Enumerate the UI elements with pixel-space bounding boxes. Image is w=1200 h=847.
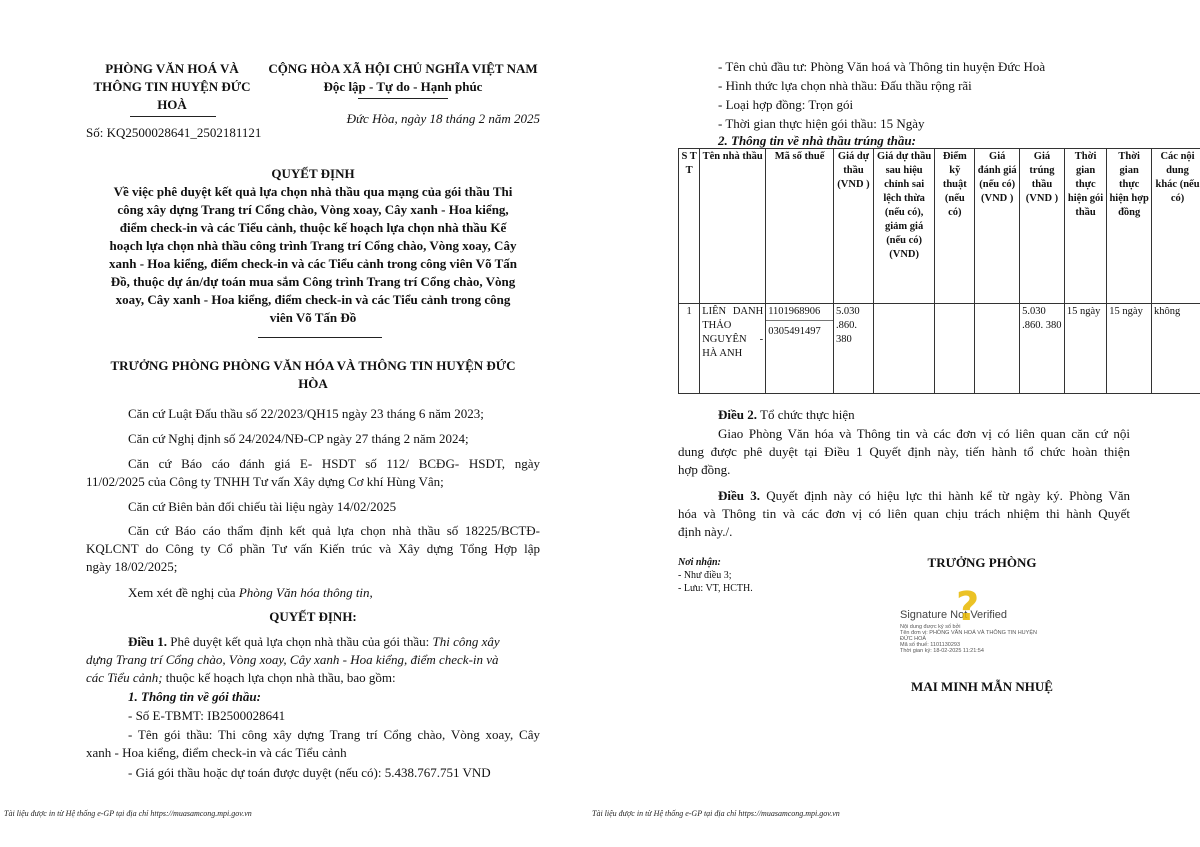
article-1	[86, 633, 540, 687]
subject-line: xoay, Cây xanh - Hoa kiểng, điểm check-in và các Tiểu cảnh trong công	[115, 292, 511, 307]
basis-line: Căn cứ Báo cáo đánh giá E- HSDT số 112/ BCĐG- HSDT, ngày	[128, 456, 540, 471]
digital-signature-block	[900, 584, 1060, 654]
cell-technical-score	[935, 304, 975, 394]
issuing-org-line: THÔNG TIN HUYỆN ĐỨC	[93, 79, 251, 94]
article-1-label: Điều 1.	[128, 634, 167, 649]
section-2-heading: 2. Thông tin về nhà thầu trúng thầu:	[718, 133, 916, 148]
recipient-item: - Lưu: VT, HCTH.	[678, 583, 753, 594]
cell-evaluated-price	[975, 304, 1020, 394]
decision-subject	[86, 183, 540, 327]
col-tax-code: Mã số thuế	[766, 149, 834, 304]
national-title: CỘNG HÒA XÃ HỘI CHỦ NGHĨA VIỆT NAM	[268, 61, 538, 76]
col-package-time: Thời gian thực hiện gói thầu	[1064, 149, 1106, 304]
proposal-org: Phòng Văn hóa thông tin,	[238, 585, 373, 600]
cell-tax-code	[766, 304, 834, 394]
issuing-authority	[86, 357, 540, 393]
contract-type: - Loại hợp đồng: Trọn gói	[718, 97, 854, 112]
col-stt: S T T	[679, 149, 700, 304]
decision-title: QUYẾT ĐỊNH	[271, 166, 355, 181]
document-number: Số: KQ2500028641_2502181121	[86, 125, 262, 140]
duration: - Thời gian thực hiện gói thầu: 15 Ngày	[718, 116, 925, 131]
basis-line: 11/02/2025 của Công ty TNHH Tư vấn Xây dựng Cơ khí Hùng Vân;	[86, 474, 444, 489]
package-name-line: - Tên gói thầu: Thi công xây dựng Trang trí Cổng chào, Vòng xoay, Cây	[128, 727, 540, 742]
subject-line: Về việc phê duyệt kết quả lựa chọn nhà thầu qua mạng của gói thầu Thi	[113, 184, 513, 199]
table-header-row	[679, 149, 1200, 304]
basis-line: KQLCNT do Công ty Cổ phần Tư vấn Kiến trúc và Xây dựng Tổng Hợp lập	[86, 541, 540, 556]
article-3-line	[678, 487, 1130, 505]
package-price: - Giá gói thầu hoặc dự toán được duyệt (nếu có): 5.438.767.751 VND	[128, 765, 491, 780]
package-name	[86, 726, 540, 762]
legal-basis-5	[86, 522, 540, 576]
subject-divider	[258, 337, 382, 338]
basis-line: ngày 18/02/2025;	[86, 559, 178, 574]
col-other: Các nội dung khác (nếu có)	[1152, 149, 1200, 304]
article-2-body	[678, 425, 1130, 479]
signature-detail: Mã số thuế: 1101130293	[900, 642, 961, 648]
proposal-prefix: Xem xét đề nghị của	[128, 585, 239, 600]
legal-basis-4: Căn cứ Biên bản đối chiếu tài liệu ngày 14/02/2025	[128, 499, 397, 514]
article-2-line: dung được phê duyệt tại Điều 1 Quyết định này, tiến hành tổ chức hoàn thiện	[678, 444, 1130, 459]
recipients-label: Nơi nhận:	[678, 557, 721, 568]
article-3	[678, 487, 1130, 541]
article-3-text: Quyết định này có hiệu lực thi hành kể từ ngày ký. Phòng Văn	[759, 488, 1131, 503]
page-footer: Tài liệu được in từ Hệ thống e-GP tại địa chỉ https://muasamcong.mpi.gov.vn	[4, 809, 252, 818]
legal-basis-1: Căn cứ Luật Đấu thầu số 22/2023/QH15 ngày 23 tháng 6 năm 2023;	[128, 406, 484, 421]
recipients	[678, 556, 753, 595]
section-1-heading: 1. Thông tin về gói thầu:	[128, 689, 261, 704]
col-evaluated-price: Giá đánh giá (nếu có) (VND )	[975, 149, 1020, 304]
article-2-line: Giao Phòng Văn hóa và Thông tin và các đơn vị có liên quan căn cứ nội	[718, 426, 1130, 441]
cell-stt: 1	[679, 304, 700, 394]
legal-basis-3	[86, 455, 540, 491]
subject-line: điểm check-in và các Tiểu cảnh, thuộc kế hoạch lựa chọn nhà thầu Kế	[119, 220, 507, 235]
col-bid-price: Giá dự thầu (VND )	[833, 149, 873, 304]
package-name-line: xanh - Hoa kiểng, điểm check-in và các Tiểu cảnh	[86, 745, 347, 760]
right-page	[592, 0, 1200, 847]
recipient-item: - Như điều 3;	[678, 570, 732, 581]
signature-detail: Thời gian ký: 18-02-2025 11:21:54	[900, 648, 984, 654]
signer-name: MAI MINH MẪN NHUỆ	[911, 679, 1053, 694]
subject-line: công xây dựng Trang trí Cổng chào, Vòng xoay, Cây xanh - Hoa kiểng,	[117, 202, 509, 217]
basis-line: Căn cứ Báo cáo thẩm định kết quả lựa chọn nhà thầu số 18225/BCTĐ-	[128, 523, 540, 538]
article-3-line: hóa và Thông tin và các đơn vị có liên quan chịu trách nhiệm thi hành Quyết	[678, 506, 1130, 521]
tbmt-number: - Số E-TBMT: IB2500028641	[128, 708, 286, 723]
subject-line: xanh - Hoa kiểng, điểm check-in và các Tiểu cảnh trong công viên Võ Tấn	[109, 256, 517, 271]
article-1-line	[86, 669, 540, 687]
signer-title: TRƯỞNG PHÒNG	[927, 555, 1037, 570]
cell-other: không	[1152, 304, 1200, 394]
cell-adjusted-price	[874, 304, 935, 394]
investor: - Tên chủ đầu tư: Phòng Văn hoá và Thông tin huyện Đức Hoà	[718, 59, 1046, 74]
authority-line: TRƯỞNG PHÒNG PHÒNG VĂN HÓA VÀ THÔNG TIN HUYỆN ĐỨC	[110, 358, 516, 373]
article-2-label: Điều 2.	[718, 407, 757, 422]
legal-basis-2: Căn cứ Nghị định số 24/2024/NĐ-CP ngày 27 tháng 2 năm 2024;	[128, 431, 469, 446]
cell-award-price: 5.030 .860. 380	[1020, 304, 1065, 394]
national-header	[262, 60, 544, 96]
org-divider	[130, 116, 216, 117]
col-contract-time: Thời gian thực hiện hợp đồng	[1107, 149, 1152, 304]
issuing-org	[84, 60, 260, 114]
cell-package-time: 15 ngày	[1064, 304, 1106, 394]
tax-code-2: 0305491497	[768, 326, 821, 337]
issuing-org-line: PHÒNG VĂN HOÁ VÀ	[105, 61, 239, 76]
signature-detail: ĐỨC HOÀ	[900, 636, 927, 642]
signature-detail: Tên đơn vị: PHÒNG VĂN HOÁ VÀ THÔNG TIN HUYỆN	[900, 630, 1037, 636]
col-technical-score: Điểm kỹ thuật (nếu có)	[935, 149, 975, 304]
left-page	[0, 0, 592, 847]
proposal	[128, 584, 373, 602]
table-row	[679, 304, 1200, 394]
national-motto: Độc lập - Tự do - Hạnh phúc	[323, 79, 483, 94]
selection-form: - Hình thức lựa chọn nhà thầu: Đấu thầu rộng rãi	[718, 78, 972, 93]
article-3-label: Điều 3.	[718, 488, 760, 503]
col-award-price: Giá trúng thầu (VND )	[1020, 149, 1065, 304]
col-contractor: Tên nhà thầu	[700, 149, 766, 304]
page-footer: Tài liệu được in từ Hệ thống e-GP tại địa chỉ https://muasamcong.mpi.gov.vn	[592, 809, 840, 818]
signature-status: Signature Not Verified	[900, 609, 1008, 621]
signature-detail: Nội dung được ký số bởi	[900, 624, 961, 630]
cell-contractor: LIÊN DANH THẢO NGUYÊN - HÀ ANH	[700, 304, 766, 394]
article-2-heading	[718, 406, 855, 424]
issuing-org-line: HOÀ	[157, 97, 187, 112]
article-1-package: Thi công xây	[432, 634, 500, 649]
article-1-line	[86, 633, 540, 651]
article-1-text: Phê duyệt kết quả lựa chọn nhà thầu của gói thầu:	[167, 634, 433, 649]
cell-bid-price: 5.030 .860. 380	[833, 304, 873, 394]
subject-line: Đồ, thuộc dự án/dự toán mua sắm Công trình Trang trí Cổng chào, Vòng	[110, 274, 516, 289]
motto-divider	[358, 98, 448, 99]
col-adjusted-price: Giá dự thầu sau hiệu chỉnh sai lệch thừa (nếu có), giảm giá (nếu có) (VND)	[874, 149, 935, 304]
cell-contract-time: 15 ngày	[1107, 304, 1152, 394]
article-1-package: các Tiểu cảnh;	[86, 670, 163, 685]
article-1-tail: thuộc kế hoạch lựa chọn nhà thầu, bao gồm:	[162, 670, 396, 685]
article-2-title: Tổ chức thực hiện	[757, 407, 855, 422]
winning-bidder-table	[678, 148, 1200, 394]
tax-code-1: 1101968906	[766, 304, 833, 321]
authority-line: HÒA	[298, 376, 328, 391]
subject-line: hoạch lựa chọn nhà thầu công trình Trang trí Cổng chào, Vòng xoay, Cây	[109, 238, 517, 253]
signature-question-mark-icon: ?	[956, 584, 980, 630]
place-date: Đức Hòa, ngày 18 tháng 2 năm 2025	[346, 111, 540, 126]
decides-heading: QUYẾT ĐỊNH:	[269, 609, 357, 624]
article-2-line: hợp đồng.	[678, 462, 731, 477]
subject-line: viên Võ Tấn Đồ	[269, 310, 357, 325]
article-1-package: dựng Trang trí Cổng chào, Vòng xoay, Cây xanh - Hoa kiểng, điểm check-in và	[86, 652, 499, 667]
article-3-line: định này./.	[678, 524, 733, 539]
